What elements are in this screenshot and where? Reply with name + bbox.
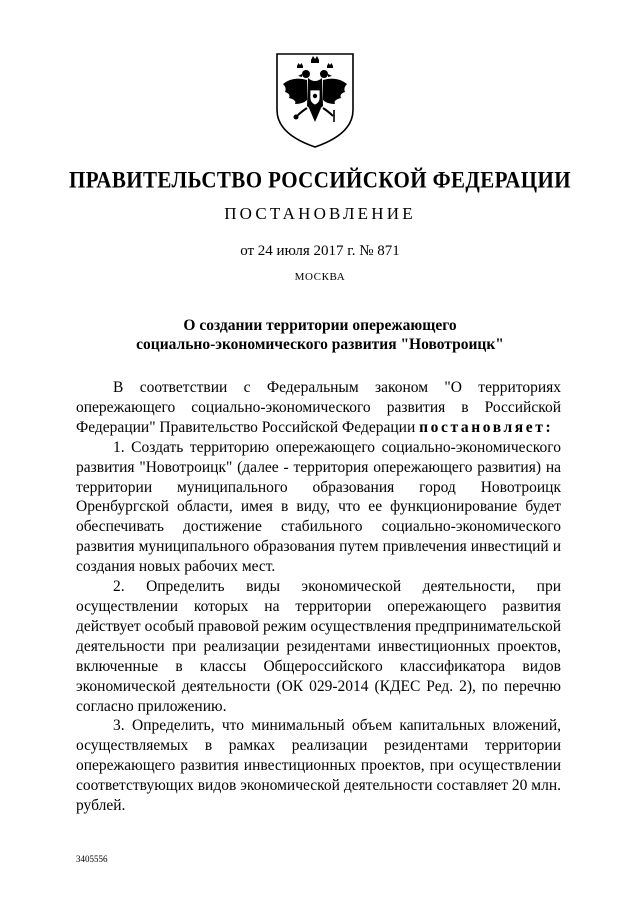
item-paragraph-3: 3. Определить, что минимальный объем капитальных вложений, осуществляемых в рамках реализации резидентами территории опережающего развития инвестиционных проектов, при осуществлении соответствующих видов экономической деятельности составляет 20 млн. рублей. xyxy=(76,717,561,815)
document-type: ПОСТАНОВЛЕНИЕ xyxy=(224,204,416,223)
coat-of-arms-icon xyxy=(273,50,357,150)
item-paragraph-1: 1. Создать территорию опережающего социально-экономического развития "Новотроицк" (далее - территория опережающего развития) на территории муниципального образования город Новотроицк Оренбургской области, имея в виду, что ее функционирование будет обеспечивать достижение стабильного социально-экономического развития муниципального образования путем привлечения инвестиций и создания новых рабочих мест. xyxy=(76,438,561,576)
subject-line-2: социально-экономического развития "Новотроицк" xyxy=(136,336,504,353)
preamble-paragraph xyxy=(76,378,561,438)
preamble-text: В соответствии с Федеральным законом "О территориях опережающего социально-экономического развития в Российской Федерации" Правительство Российской Федерации xyxy=(76,379,561,436)
subject-line-1: О создании территории опережающего xyxy=(183,317,457,334)
document-body xyxy=(76,378,561,816)
document-date-number: от 24 июля 2017 г. № 871 xyxy=(240,243,400,259)
document-city: МОСКВА xyxy=(294,271,346,283)
item-paragraph-2: 2. Определить виды экономической деятельности, при осуществлении которых на территории опережающего развития действует особый правовой режим осуществления предпринимательской деятельности при реализации резидентами инвестиционных проектов, включенные в классы Общероссийского классификатора видов экономической деятельности (ОК 029-2014 (КДЕС Ред. 2), по перечню согласно приложению. xyxy=(76,578,561,715)
document-subject xyxy=(80,316,560,354)
resolves-word: постановляет: xyxy=(419,418,554,436)
coat-of-arms-emblem xyxy=(273,50,357,150)
government-title: ПРАВИТЕЛЬСТВО РОССИЙСКОЙ ФЕДЕРАЦИИ xyxy=(69,167,571,193)
footer-code: 3405556 xyxy=(76,854,108,864)
